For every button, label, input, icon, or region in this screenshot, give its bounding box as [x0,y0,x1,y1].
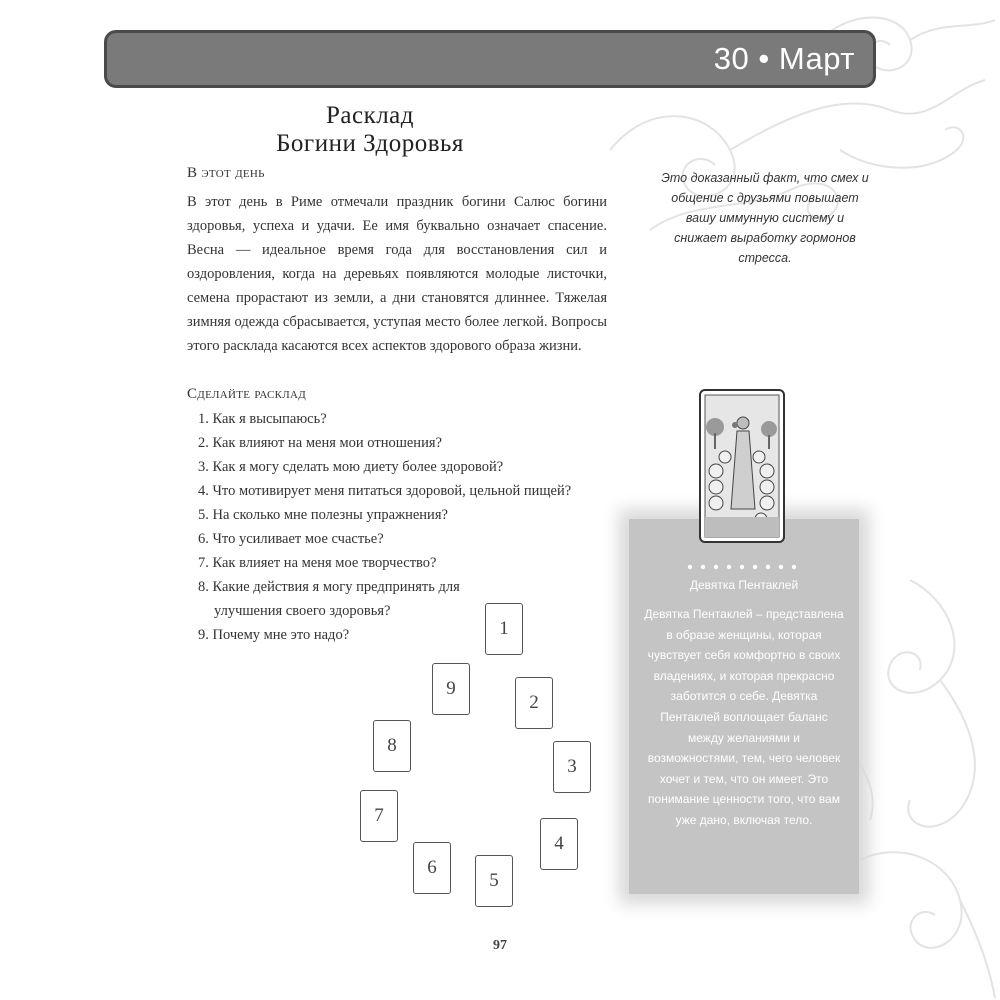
list-item: 7. Как влияет на меня мое творчество? [198,555,437,571]
list-item: 4. Что мотивирует меня питаться здоровой, цельной пищей? [198,483,572,499]
question-list [198,407,618,647]
section-heading-this-day: В этот день [187,165,265,181]
spread-card-position: 8 [373,720,411,772]
date-header-band [104,30,876,88]
spread-card-position: 1 [485,603,523,655]
section-heading-spread: Сделайте расклад [187,386,307,402]
list-item: 5. На сколько мне полезны упражнения? [198,507,448,523]
spread-card-position: 9 [432,663,470,715]
list-item: 3. Как я могу сделать мою диету более здоровой? [198,459,504,475]
list-item: 2. Как влияют на меня мои отношения? [198,435,442,451]
spread-card-position: 3 [553,741,591,793]
list-item-continuation: улучшения своего здоровья? [214,603,391,619]
spread-card-position: 6 [413,842,451,894]
side-quote: Это доказанный факт, что смех и общение с друзьями повышает вашу иммунную систему и снижает выработку гормонов стресса. [661,171,869,265]
decorative-dots [684,562,804,572]
card-description: Девятка Пентаклей – представлена в образе женщины, которая чувствует себя комфортно в своих владениях, и которая прекрасно заботится о себе. Девятка Пентаклей воплощает баланс между желаниями и возможностями, тем, чего человек хочет и тем, что он имеет. Это понимание ценности того, что вам уже дано, включая тело. [644,607,844,827]
nine-of-pentacles-card-image [699,389,785,543]
card-name: Девятка Пентаклей [689,578,799,592]
page-title-line2: Богини Здоровья [276,130,464,157]
page-number: 97 [493,938,507,953]
list-item: 6. Что усиливает мое счастье? [198,531,384,547]
spread-card-position: 4 [540,818,578,870]
page-title-line1: Расклад [325,102,415,129]
section-body-this-day: В этот день в Риме отмечали праздник богини Салюс богини здоровья, успеха и удачи. Ее имя буквально означает спасение. Весна — идеальное время года для восстановления сил и оздоровления, когда на деревьях появляются молодые листочки, семена прорастают из земли, а дни становятся длиннее. Тяжелая зимняя одежда сбрасывается, уступая место более легкой. Вопросы этого расклада касаются всех аспектов здорового образа жизни. [187,194,607,354]
list-item: 1. Как я высыпаюсь? [198,411,327,427]
list-item: 9. Почему мне это надо? [198,627,350,643]
spread-card-position: 7 [360,790,398,842]
spread-card-position: 2 [515,677,553,729]
list-item: 8. Какие действия я могу предпринять для [198,579,460,595]
date-label: 30 • Март [713,41,855,76]
spread-card-position: 5 [475,855,513,907]
